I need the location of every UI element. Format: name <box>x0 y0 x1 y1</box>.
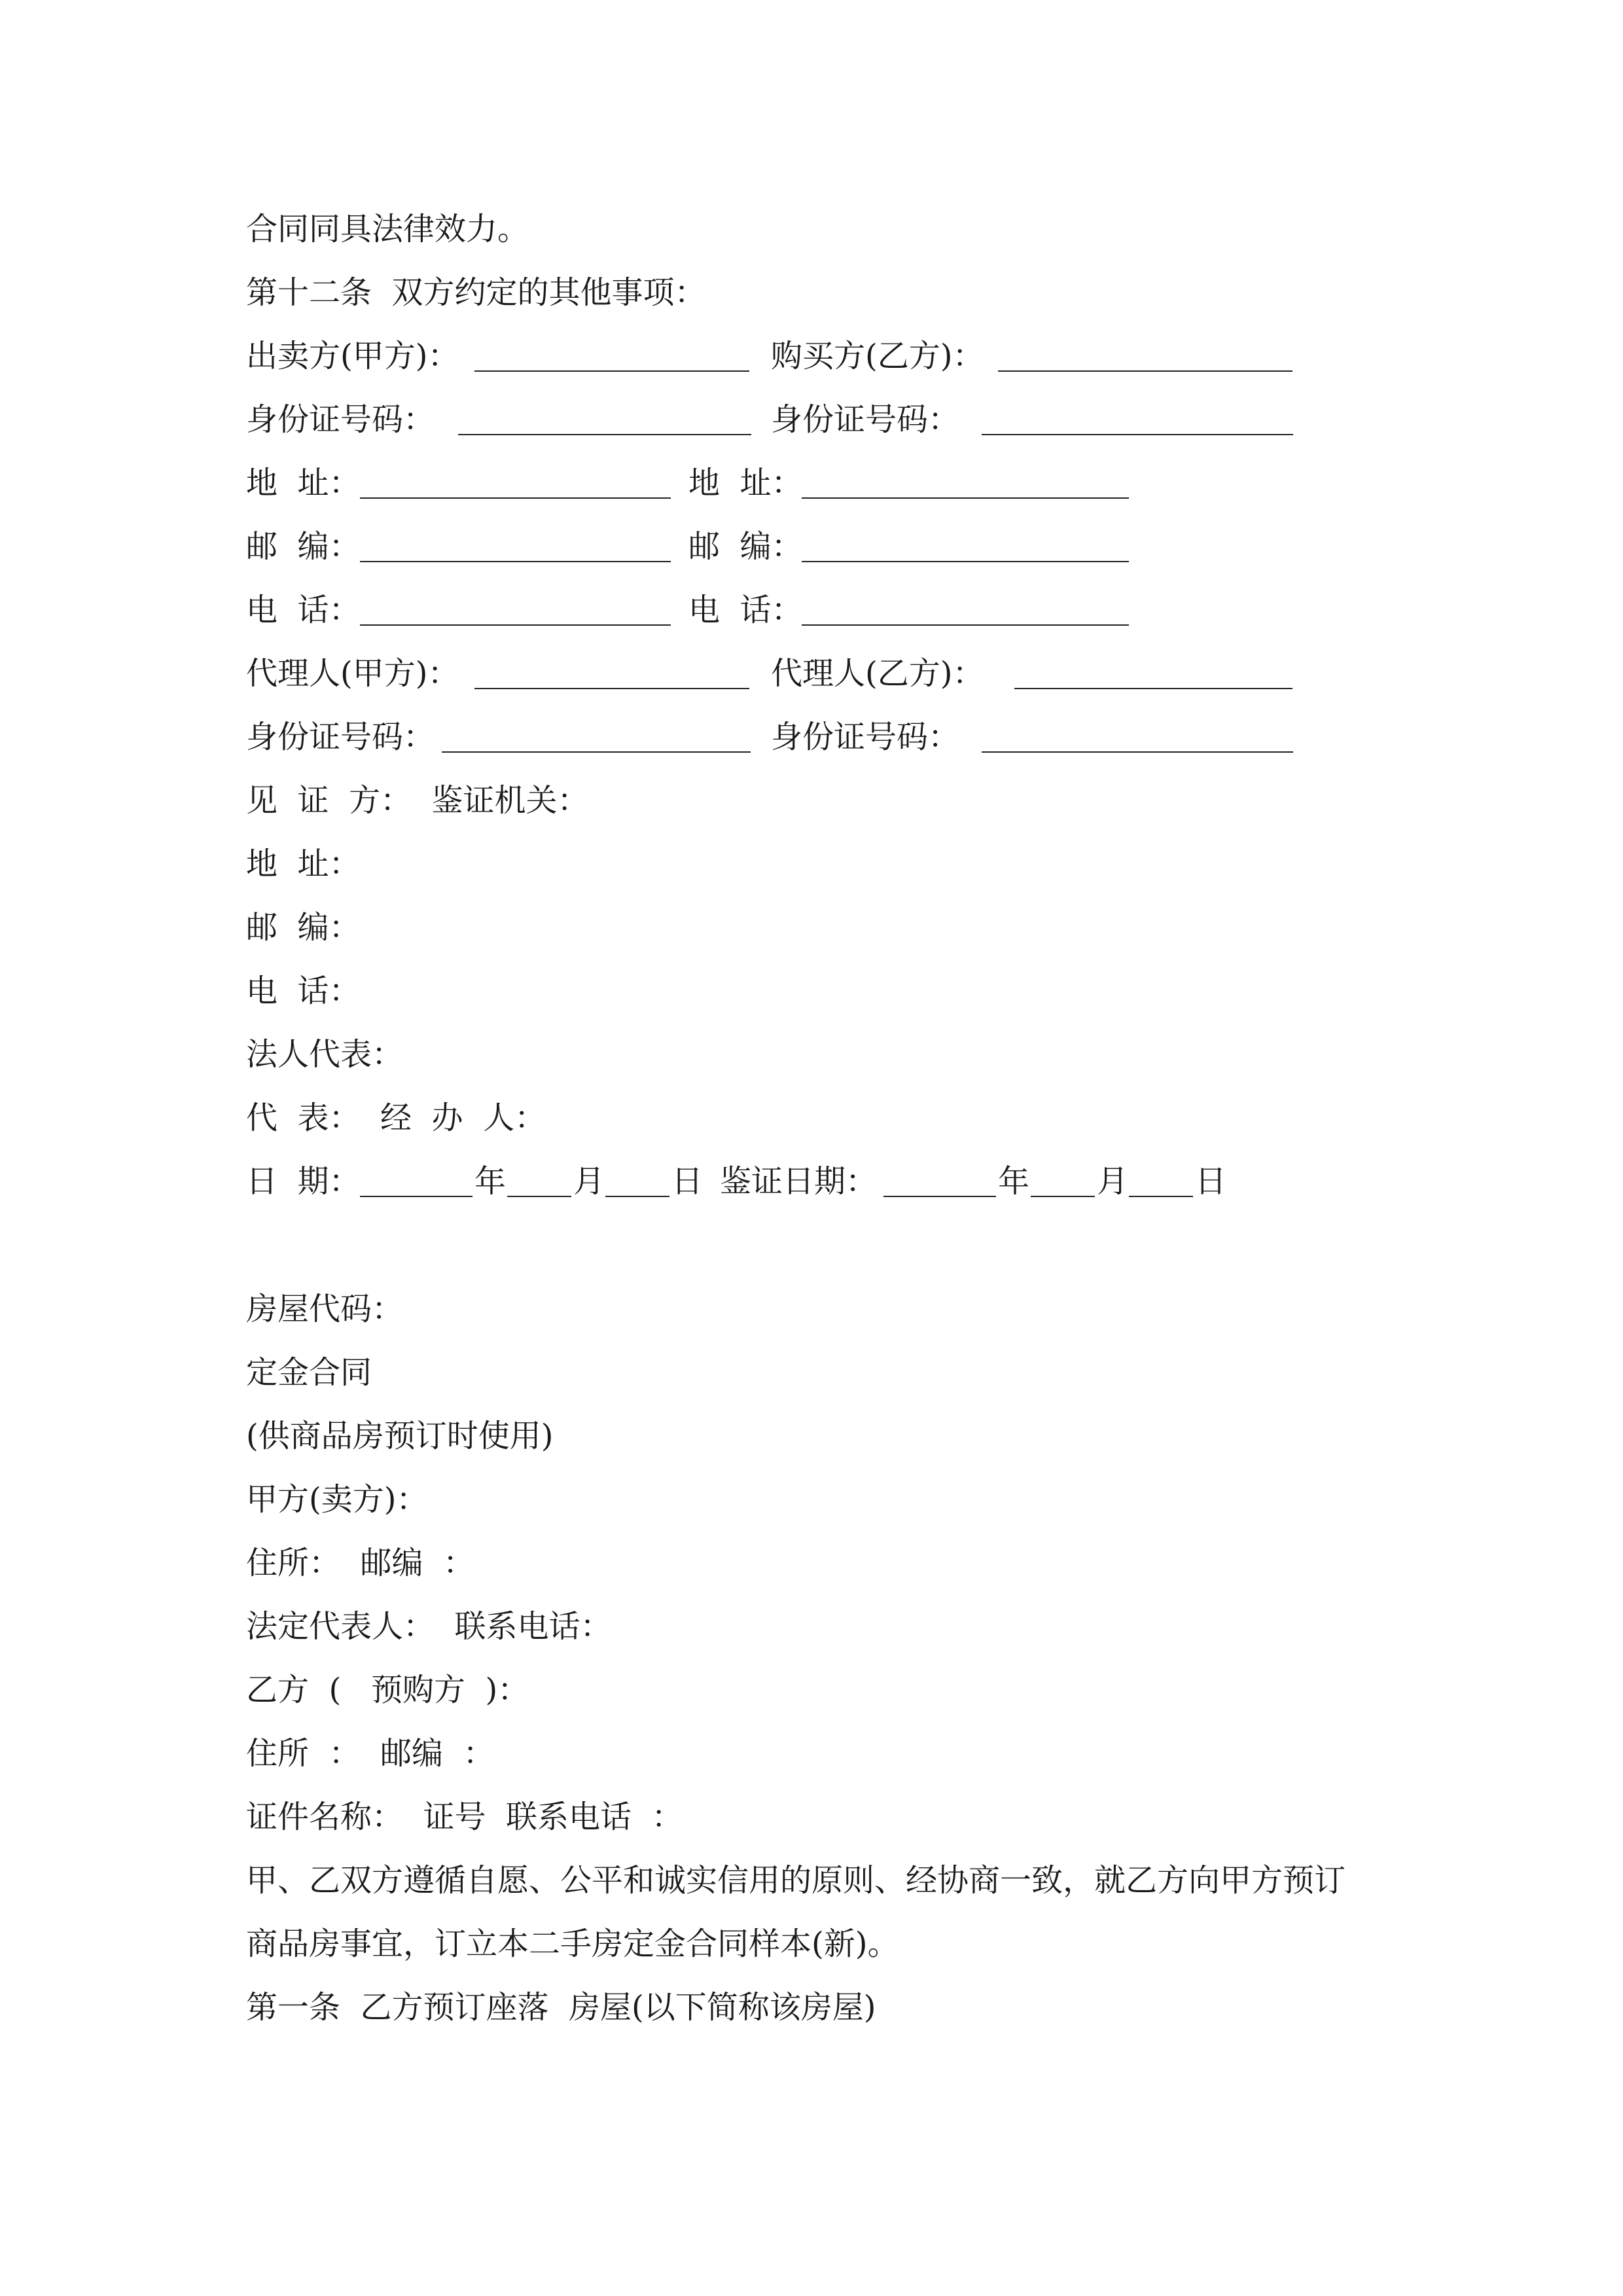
month-blank <box>507 1196 571 1197</box>
party-b-line: 乙方 ( 预购方 )： <box>246 1672 529 1708</box>
buyer-blank <box>998 370 1293 372</box>
article-1: 第一条 乙方预订座落 房屋(以下简称该房屋) <box>246 1989 876 2026</box>
agent-a-label: 代理人(甲方)： <box>246 655 459 692</box>
seller-blank <box>474 370 749 372</box>
seller-zip-blank <box>360 561 671 562</box>
witness-address: 地 址： <box>246 846 361 882</box>
agent-b-id-label: 身份证号码： <box>771 719 960 755</box>
agent-b-label: 代理人(乙方)： <box>771 655 984 692</box>
buyer-tel-label: 电 话： <box>688 592 803 628</box>
agent-a-id-label: 身份证号码： <box>246 719 435 755</box>
cert-year-label: 年 <box>998 1163 1030 1200</box>
buyer-id-label: 身份证号码： <box>771 401 960 438</box>
seller-address-blank <box>360 497 671 499</box>
cert-date-label: 鉴证日期： <box>720 1163 878 1200</box>
seller-id-blank <box>458 434 751 435</box>
paragraph-line: 商品房事宜，订立本二手房定金合同样本(新)。 <box>246 1926 899 1962</box>
legal-representative: 法人代表： <box>246 1036 404 1073</box>
seller-address-label: 地 址： <box>246 465 361 501</box>
paragraph-line: 甲、乙双方遵循自愿、公平和诚实信用的原则、经协商一致，就乙方向甲方预订 <box>246 1862 1346 1899</box>
year-blank <box>360 1196 473 1197</box>
day-blank <box>605 1196 669 1197</box>
party-b-residence: 住所 ： 邮编 ： <box>246 1735 495 1772</box>
agent-b-blank <box>1014 688 1293 689</box>
witness-line: 见 证 方： 鉴证机关： <box>246 782 589 819</box>
agent-a-id-blank <box>442 751 751 753</box>
contract-subtitle: (供商品房预订时使用) <box>246 1418 554 1454</box>
party-a-residence: 住所： 邮编 ： <box>246 1545 475 1581</box>
article-12-heading: 第十二条 双方约定的其他事项： <box>246 274 706 311</box>
cert-year-blank <box>883 1196 996 1197</box>
day-label: 日 <box>671 1163 704 1200</box>
date-label: 日 期： <box>246 1163 361 1200</box>
buyer-zip-blank <box>802 561 1129 562</box>
contract-title: 定金合同 <box>246 1354 372 1391</box>
buyer-label: 购买方(乙方)： <box>771 338 984 374</box>
house-code: 房屋代码： <box>246 1291 404 1327</box>
month-label: 月 <box>573 1163 605 1200</box>
buyer-address-label: 地 址： <box>688 465 803 501</box>
cert-day-blank <box>1129 1196 1193 1197</box>
buyer-zip-label: 邮 编： <box>688 528 803 565</box>
cert-month-blank <box>1031 1196 1095 1197</box>
representative-line: 代 表： 经 办 人： <box>246 1100 546 1136</box>
seller-tel-label: 电 话： <box>246 592 361 628</box>
seller-zip-label: 邮 编： <box>246 528 361 565</box>
text-line: 合同同具法律效力。 <box>246 211 529 247</box>
agent-a-blank <box>474 688 749 689</box>
agent-b-id-blank <box>982 751 1293 753</box>
party-b-certificate: 证件名称： 证号 联系电话 ： <box>246 1799 683 1835</box>
party-a-rep: 法定代表人： 联系电话： <box>246 1608 612 1645</box>
witness-tel: 电 话： <box>246 973 361 1009</box>
party-a-line: 甲方(卖方)： <box>246 1481 428 1518</box>
seller-label: 出卖方(甲方)： <box>246 338 459 374</box>
year-label: 年 <box>474 1163 507 1200</box>
witness-zip: 邮 编： <box>246 909 361 946</box>
seller-id-label: 身份证号码： <box>246 401 435 438</box>
cert-day-label: 日 <box>1195 1163 1227 1200</box>
cert-month-label: 月 <box>1097 1163 1129 1200</box>
buyer-address-blank <box>802 497 1129 499</box>
buyer-id-blank <box>982 434 1293 435</box>
buyer-tel-blank <box>802 624 1129 626</box>
seller-tel-blank <box>360 624 671 626</box>
